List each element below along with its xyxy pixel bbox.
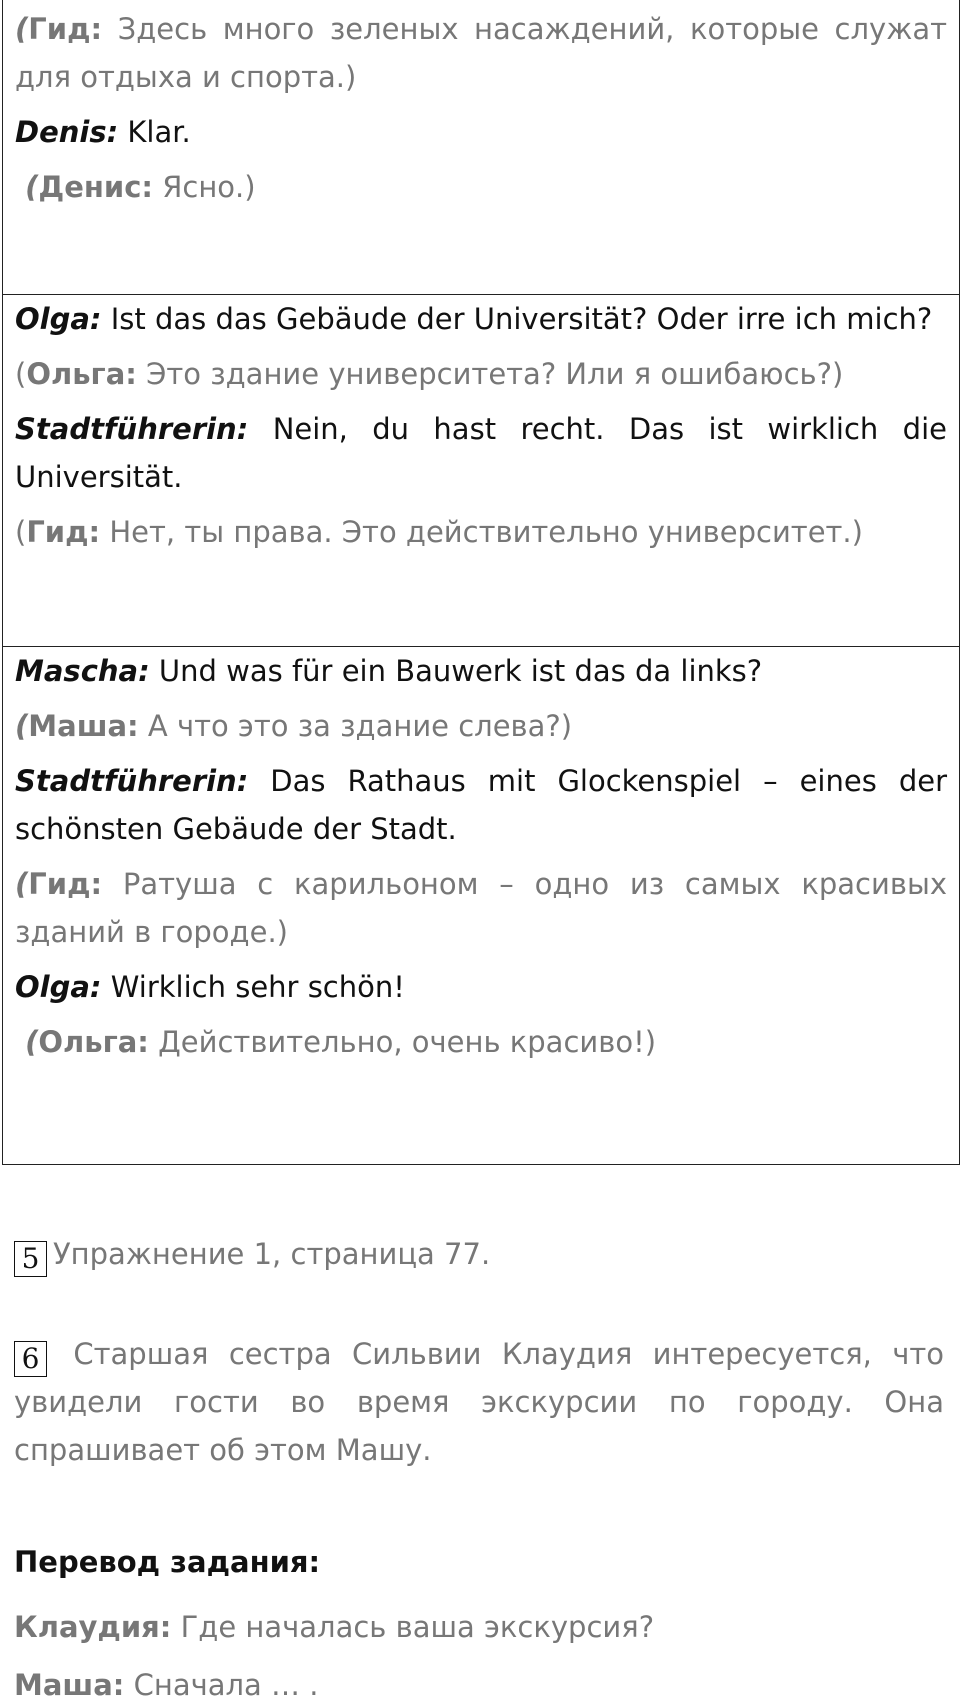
translation-line [15, 163, 947, 211]
line-text: Нет, ты права. Это действительно университет.) [100, 515, 863, 549]
table-cell-2 [3, 294, 959, 646]
line-text: Действительно, очень красиво!) [148, 1025, 657, 1059]
german-line [15, 757, 947, 853]
translation-line [15, 350, 947, 398]
line-text: Где началась ваша экскурсия? [171, 1610, 655, 1644]
dialogue-table [2, 0, 960, 1165]
open-paren: ( [15, 357, 27, 391]
exercise-text: Упражнение 1, страница 77. [53, 1237, 491, 1271]
translation-line [15, 1018, 947, 1066]
speaker-label: Olga: [15, 970, 102, 1004]
dialog-line [14, 1610, 654, 1644]
exercise-number-box: 5 [14, 1241, 47, 1277]
speaker-label: Denis: [15, 115, 119, 149]
speaker-label: Ольга: [38, 1025, 149, 1059]
speaker-label: Гид: [28, 867, 103, 901]
exercise-5 [14, 1230, 944, 1278]
german-line [15, 647, 947, 695]
line-text: Здесь много зеленых насаждений, которые служат для отдыха и спорта.) [15, 12, 947, 94]
speaker-label: Маша: [14, 1668, 125, 1702]
open-paren: ( [15, 867, 29, 901]
line-text: Сначала … . [124, 1668, 319, 1702]
translation-line [15, 508, 947, 556]
german-line [15, 963, 947, 1011]
line-text: Это здание университета? Или я ошибаюсь?) [136, 357, 844, 391]
line-text: Ясно.) [153, 170, 256, 204]
exercise-6 [14, 1330, 944, 1474]
line-text: Wirklich sehr schön! [101, 970, 405, 1004]
open-paren: ( [15, 1025, 39, 1059]
translation-line [15, 5, 947, 101]
speaker-label: Маша: [28, 709, 139, 743]
speaker-label: Гид: [28, 12, 103, 46]
table-cell-1 [3, 0, 959, 294]
line-text: Ратуша с карильоном – одно из самых красивых зданий в городе.) [15, 867, 947, 949]
line-text: Ist das das Gebäude der Universität? Oder irre ich mich? [101, 302, 933, 336]
german-line [15, 405, 947, 501]
speaker-label: Денис: [38, 170, 153, 204]
speaker-label: Stadtführerin: [15, 412, 249, 446]
line-text: Klar. [118, 115, 191, 149]
speaker-label: Olga: [15, 302, 102, 336]
line-text: Das Rathaus mit Glockenspiel – eines der schönsten Gebäude der Stadt. [15, 764, 947, 846]
open-paren: ( [15, 170, 39, 204]
line-text: Und was für ein Bauwerk ist das da links? [149, 654, 763, 688]
translation-line [15, 860, 947, 956]
open-paren: ( [15, 515, 27, 549]
line-text: Nein, du hast recht. Das ist wirklich die Universität. [15, 412, 947, 494]
open-paren: ( [15, 709, 29, 743]
speaker-label: Mascha: [15, 654, 150, 688]
table-cell-3 [3, 646, 959, 1164]
exercise-number-box: 6 [14, 1341, 47, 1377]
dialog-line [14, 1668, 318, 1702]
speaker-label: Клаудия: [14, 1610, 172, 1644]
speaker-label: Stadtführerin: [15, 764, 249, 798]
open-paren: ( [15, 12, 29, 46]
translation-line [15, 702, 947, 750]
translation-heading: Перевод задания: [14, 1545, 321, 1579]
speaker-label: Ольга: [26, 357, 137, 391]
german-line [15, 108, 947, 156]
german-line [15, 295, 947, 343]
line-text: А что это за здание слева?) [138, 709, 573, 743]
speaker-label: Гид: [26, 515, 101, 549]
exercise-text: Старшая сестра Сильвии Клаудия интересуется, что увидели гости во время экскурсии по городу. Она спрашивает об этом Машу. [14, 1337, 945, 1467]
